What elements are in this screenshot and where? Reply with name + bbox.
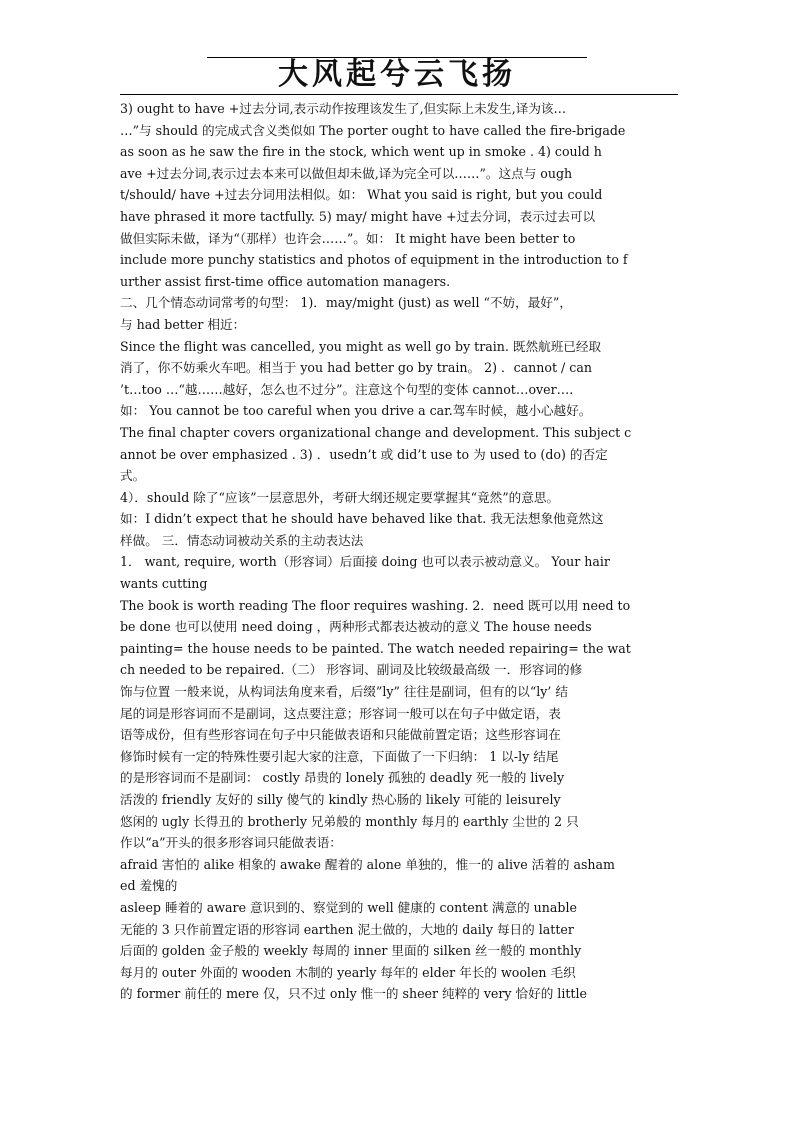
text-line: 二、几个情态动词常考的句型： 1)．may/might (just) as well “不妨，最好”， [120, 295, 572, 311]
text-line: 无能的 3 只作前置定语的形容词 earthen 泥土做的，大地的 daily 每日的 latter [120, 921, 574, 937]
body-text [120, 98, 712, 1005]
text-line: …”与 should 的完成式含义类似如 The porter ought to have called the fire-brigade [120, 122, 626, 138]
text-line: 式。 [120, 468, 146, 484]
header-bottom-rule [120, 94, 678, 95]
text-line: 如：I didn’t expect that he should have behaved like that. 我无法想象他竟然这 [120, 511, 604, 527]
text-line: 样做。 三．情态动词被动关系的主动表达法 [120, 532, 364, 548]
text-line: 4）．should 除了“应该”一层意思外，考研大纲还规定要掌握其“竟然”的意思。 [120, 489, 560, 505]
text-line: asleep 睡着的 aware 意识到的、察觉到的 well 健康的 content 满意的 unable [120, 899, 577, 915]
text-line: The book is worth reading The floor requires washing. 2．need 既可以用 need to [120, 597, 631, 613]
text-line: be done 也可以使用 need doing ，两种形式都表达被动的意义 The house needs [120, 619, 592, 635]
text-line: Since the flight was cancelled, you might as well go by train. 既然航班已经取 [120, 338, 602, 354]
text-line: 每月的 outer 外面的 wooden 木制的 yearly 每年的 elder 年长的 woolen 毛织 [120, 964, 576, 980]
header-title: 大风起兮云飞扬 [278, 57, 516, 92]
text-line: 后面的 golden 金子般的 weekly 每周的 inner 里面的 silken 丝一般的 monthly [120, 943, 582, 959]
text-line: ’t…too …“越……越好，怎么也不过分”。注意这个句型的变体 cannot…over…. [120, 381, 574, 397]
text-line: painting= the house needs to be painted. The watch needed repairing= the wat [120, 640, 631, 656]
text-line: as soon as he saw the fire in the stock, which went up in smoke . 4) could h [120, 144, 602, 160]
text-line: 的是形容词而不是副词： costly 昂贵的 lonely 孤独的 deadly 死一般的 lively [120, 770, 565, 786]
text-line: 修饰时候有一定的特殊性要引起大家的注意，下面做了一下归纳： 1 以-ly 结尾 [120, 748, 559, 764]
text-line: 作以“a”开头的很多形容词只能做表语： [120, 835, 342, 851]
text-line: t/should/ have +过去分词用法相似。如： What you said is right, but you could [120, 187, 603, 203]
text-line: 的 former 前任的 mere 仅，只不过 only 惟一的 sheer 纯粹的 very 恰好的 little [120, 986, 587, 1002]
text-line: 饰与位置 一般来说，从构词法角度来看，后缀”ly” 往往是副词，但有的以“ly’ 结 [120, 684, 569, 700]
text-line: ed 羞愧的 [120, 878, 178, 894]
text-line: 3) ought to have +过去分词,表示动作按理该发生了,但实际上未发生,译为该… [120, 101, 567, 116]
text-line: 消了，你不妨乘火车吧。相当于 you had better go by train。 2) ．cannot / can [120, 360, 592, 376]
text-line: have phrased it more tactfully. 5) may/ might have +过去分词，表示过去可以 [120, 208, 596, 224]
text-line: 语等成份，但有些形容词在句子中只能做表语和只能做前置定语；这些形容词在 [120, 727, 561, 743]
text-line: 悠闲的 ugly 长得丑的 brotherly 兄弟般的 monthly 每月的 earthly 尘世的 2 只 [120, 813, 579, 829]
text-line: include more punchy statistics and photos of equipment in the introduction to f [120, 252, 628, 268]
text-line: ave +过去分词,表示过去本来可以做但却未做,译为完全可以……”。这点与 ough [120, 165, 573, 181]
text-line: 做但实际未做，译为“（那样）也许会……”。如： It might have been better to [120, 230, 576, 246]
text-line: urther assist first-time office automation managers. [120, 273, 451, 289]
text-line: annot be over emphasized . 3) ．usedn’t 或 did’t use to 为 used to (do) 的否定 [120, 446, 608, 462]
text-line: wants cutting [120, 576, 208, 592]
text-line: 尾的词是形容词而不是副词，这点要注意；形容词一般可以在句子中做定语，表 [120, 705, 561, 721]
text-line: 如： You cannot be too careful when you drive a car.驾车时候，越小心越好。 [120, 403, 592, 419]
text-line: The final chapter covers organizational change and development. This subject c [120, 424, 632, 440]
text-line: 1． want, require, worth（形容词）后面接 doing 也可以表示被动意义。 Your hair [120, 554, 610, 570]
text-line: 与 had better 相近： [120, 316, 246, 332]
text-line: ch needed to be repaired.（二） 形容词、副词及比较级最高级 一．形容词的修 [120, 662, 583, 678]
text-line: afraid 害怕的 alike 相象的 awake 醒着的 alone 单独的，惟一的 alive 活着的 asham [120, 856, 615, 872]
text-line: 活泼的 friendly 友好的 silly 傻气的 kindly 热心肠的 likely 可能的 leisurely [120, 792, 561, 807]
